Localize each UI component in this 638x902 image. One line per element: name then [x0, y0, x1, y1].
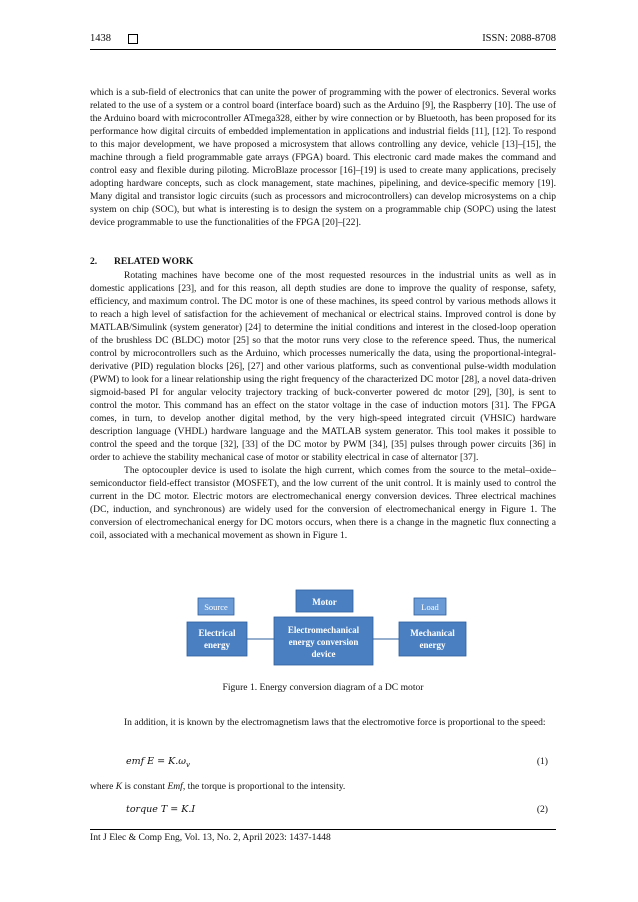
- equation-1-text: emf E = K.ω: [126, 756, 186, 767]
- issn-label: ISSN: 2088-8708: [482, 33, 556, 44]
- paragraph-after-figure: In addition, it is known by the electromagnetism laws that the electromotive force is proportional to the speed:: [124, 717, 546, 728]
- figure-caption: Figure 1. Energy conversion diagram of a DC motor: [222, 682, 424, 693]
- motor-label: Motor: [312, 597, 337, 607]
- intro-paragraph: which is a sub-field of electronics that can unite the power of programming with the power of electronics. Several works related to the use of a system or a control board (interface board) such as the Arduino [9], the Raspberry [10]. The use of the Arduino board with microcontroller ATmega328, either by wire connection or by Bluetooth, has been proposed for its performance how digital circuits of embedded implementation in applications and industrial fields [11], [12]. To respond to this major development, we have proposed a microsystem that allows controlling any device, vehicle [13]–[15], the machine through a field programmable gate arrays (FPGA) board. This electronic card made makes the command and control easy and flexible during piloting. MicroBlaze processor [16]–[19] is used to create many applications, precisely adopting hardware concepts, such as clock management, state machines, pipelining, and device-specific memory [19]. Many digital and transistor logic circuits (such as processors and microcontrollers) can develop microsystems on a chip system on chip (SOC), but what is interesting is to design the system on a programmable chip (SOPC) using the latest device programmable to use the functionalities of the FPGA [20]–[22].: [90, 87, 556, 228]
- conversion-device-line2: energy conversion: [288, 637, 359, 647]
- page-header: [90, 31, 556, 50]
- conversion-device-line1: Electromechanical: [287, 625, 360, 635]
- section-title: RELATED WORK: [114, 256, 194, 267]
- section-paragraph-2: The optocoupler device is used to isolate the high current, which comes from the source to the metal–oxide–semiconductor field-effect transistor (MOSFET), and the low current of the unit control. It is mainly used to control the current in the DC motor. Electric motors are electromechanical energy conversion devices. Three electrical machines (DC, induction, and synchronous) are widely used for the conversion of electromechanical energy in Figure 1. The conversion of electromechanical energy for DC motors occurs, when there is a change in the magnetic flux connecting a coil, associated with a mechanical movement as shown in Figure 1.: [90, 465, 556, 541]
- electrical-energy-line2: energy: [204, 640, 230, 650]
- conversion-device-line3: device: [311, 649, 336, 659]
- page-footer: Int J Elec & Comp Eng, Vol. 13, No. 2, April 2023: 1437-1448: [90, 829, 556, 843]
- equation-1-subscript: v: [185, 760, 190, 769]
- electrical-energy-line1: Electrical: [198, 628, 236, 638]
- section-heading: [90, 256, 193, 267]
- load-label: Load: [421, 602, 439, 612]
- where-line: where K is constant Emf, the torque is proportional to the intensity.: [90, 781, 346, 792]
- section-paragraph-1: Rotating machines have become one of the most requested resources in the industrial units as well as in domestic applications [23], and for this reason, all depth studies are done to improve the quality of response, safety, efficiency, and maximum control. The DC motor is one of these machines, its speed control by various methods allows it to reach a high level of satisfaction for the achievement of mechanical or electrical stains. Improved control is done by MATLAB/Simulink (system generator) [24] to determine the initial conditions and interest in the closed-loop operation of the brushless DC (BLDC) motor [25] so that the motor runs very close to the reference speed. Thus, the numerical control by microcontrollers such as the Arduino, which processes numerically the data, using the proportional-integral-derivative (PID) regulation blocks [26], [27] and other various platforms, such as conventional pulse-width modulation (PWM) to look for a linear relationship using the right frequency of the characterized DC motor [28], a novel data-driven sigmoid-based PI for angular velocity trajectory tracking of buck-converter powered dc motor [29], [30], is sent to control the motor. This command has an effect on the stator voltage in the case of induction motors [31]. The FPGA comes, in turn, to develop another digital method, by the very high-speed integrated circuit (VHSIC) hardware description language (VHDL) hardware language and the MATLAB system generator. This tool makes it possible to control the speed and the torque [32], [33] of the DC motor by PWM [34], [35] pulses through power circuits [36] in order to achieve the stability mechanical case of motor or stability electrical in case of alternator [37].: [90, 270, 556, 463]
- energy-conversion-diagram: [185, 589, 468, 669]
- square-icon: [128, 34, 138, 44]
- equation-2-number: (2): [536, 804, 548, 815]
- equation-1: [126, 756, 190, 769]
- page-number: 1438: [90, 33, 111, 44]
- equation-1-number: (1): [536, 756, 548, 767]
- mechanical-energy-line1: Mechanical: [410, 628, 455, 638]
- section-number: 2.: [90, 256, 98, 267]
- mechanical-energy-line2: energy: [419, 640, 446, 650]
- section-body: [90, 269, 556, 542]
- source-label: Source: [204, 602, 228, 612]
- equation-2: torque T = K.I: [126, 804, 196, 815]
